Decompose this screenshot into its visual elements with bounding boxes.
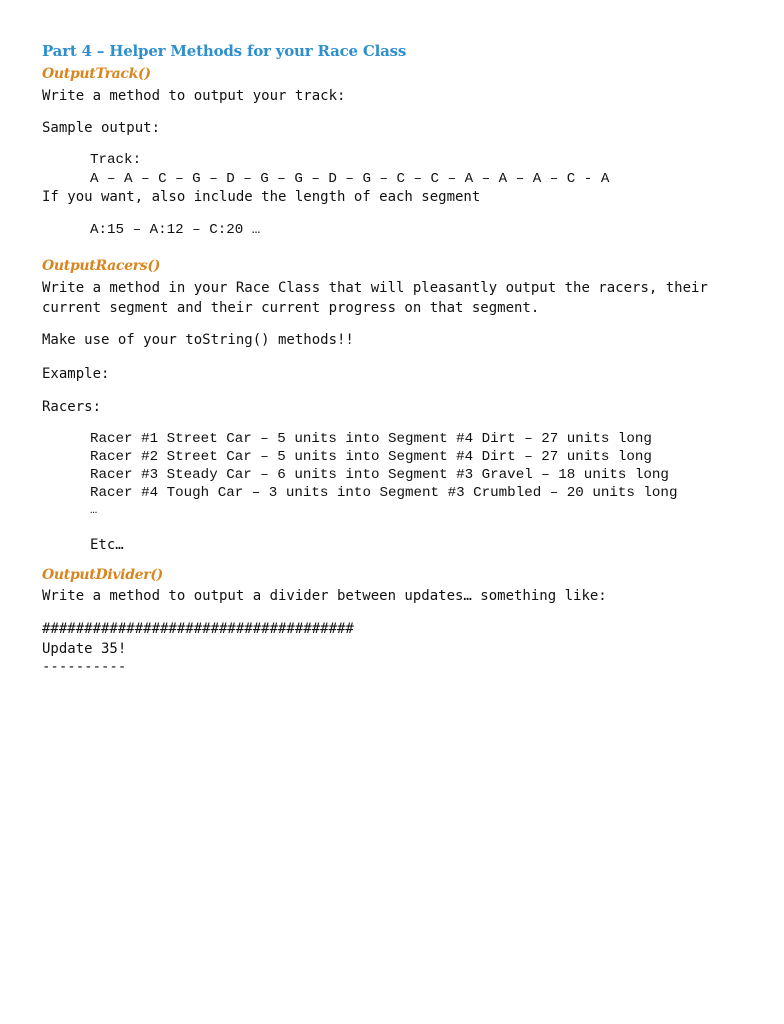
divider-hash-line: ##################################### (42, 621, 354, 637)
segment-length-note: If you want, also include the length of each segment (42, 189, 481, 205)
etc-text: Etc… (90, 537, 124, 553)
example-label: Example: (42, 366, 110, 382)
output-racers-instruction-line2: current segment and their current progress on that segment. (42, 300, 540, 316)
section-title: Part 4 – Helper Methods for your Race Class (42, 42, 407, 60)
output-track-instruction: Write a method to output your track: (42, 88, 346, 104)
racer-list-ellipsis: … (90, 503, 98, 517)
racer-line: Racer #4 Tough Car – 3 units into Segment #3 Crumbled – 20 units long (90, 485, 678, 501)
output-divider-heading: OutputDivider() (42, 567, 164, 583)
output-racers-heading: OutputRacers() (42, 258, 161, 274)
racer-line: Racer #3 Steady Car – 6 units into Segment #3 Gravel – 18 units long (90, 467, 669, 483)
divider-dash-line: ---------- (42, 659, 127, 675)
output-racers-instruction-line1: Write a method in your Race Class that will pleasantly output the racers, their (42, 280, 708, 296)
racers-label: Racers: (42, 399, 102, 415)
update-text: Update 35! (42, 641, 127, 657)
racer-line: Racer #1 Street Car – 5 units into Segment #4 Dirt – 27 units long (90, 431, 652, 447)
output-divider-instruction: Write a method to output a divider between updates… something like: (42, 588, 607, 604)
track-sequence: A – A – C – G – D – G – G – D – G – C – C – A – A – A – C - A (90, 171, 610, 187)
tostring-note: Make use of your toString() methods!! (42, 332, 354, 348)
output-track-heading: OutputTrack() (42, 66, 151, 82)
segment-lengths-example: A:15 – A:12 – C:20 … (90, 222, 261, 238)
track-label: Track: (90, 152, 142, 168)
sample-output-label: Sample output: (42, 120, 161, 136)
racer-line: Racer #2 Street Car – 5 units into Segment #4 Dirt – 27 units long (90, 449, 652, 465)
